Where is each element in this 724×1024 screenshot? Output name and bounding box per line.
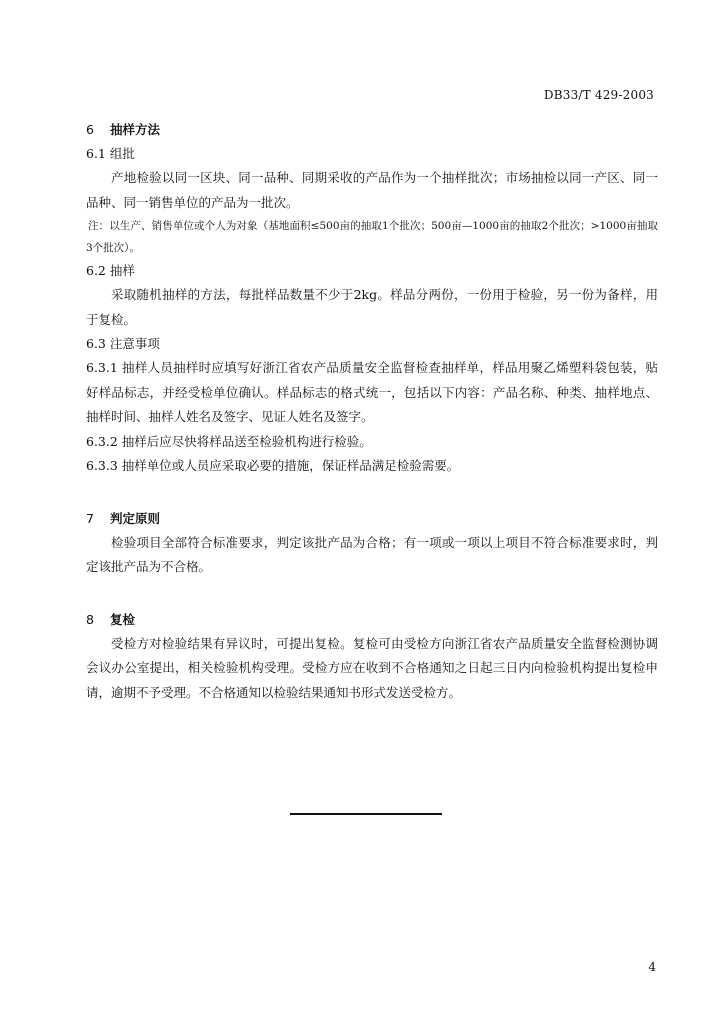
section-6-number: 6 <box>86 122 94 137</box>
section-8-number: 8 <box>86 611 94 627</box>
subsection-6-1-note: 注：以生产、销售单位或个人为对象（基地面积≤500亩的抽取1个批次；500亩—1000亩的抽取2个批次；>1000亩抽取3个批次）。 <box>86 220 658 254</box>
clause-6-3-3: 6.3.3 抽样单位或人员应采取必要的措施，保证样品满足检验需要。 <box>86 458 460 473</box>
subsection-6-3-title: 6.3 注意事项 <box>86 336 160 351</box>
subsection-6-2-paragraph: 采取随机抽样的方法，每批样品数量不少于2kg。样品分两份，一份用于检验，另一份为备样，用于复检。 <box>86 287 658 327</box>
page-number: 4 <box>648 960 656 974</box>
section-8-title: 复检 <box>110 611 136 627</box>
section-7-paragraph: 检验项目全部符合标准要求，判定该批产品为合格；有一项或一项以上项目不符合标准要求时，判定该批产品为不合格。 <box>86 534 658 574</box>
subsection-6-1-paragraph: 产地检验以同一区块、同一品种、同期采收的产品作为一个抽样批次；市场抽检以同一产区、同一品种、同一销售单位的产品为一批次。 <box>86 170 658 210</box>
clause-6-3-1: 6.3.1 抽样人员抽样时应填写好浙江省农产品质量安全监督检查抽样单，样品用聚乙烯塑料袋包装，贴好样品标志，并经受检单位确认。样品标志的格式统一，包括以下内容：产品名称、种类、抽样地点、抽样时间、抽样人姓名及签字、见证人姓名及签字。 <box>86 360 658 424</box>
section-7-title: 判定原则 <box>110 510 161 526</box>
section-6-heading <box>86 118 658 142</box>
section-7-heading <box>86 507 658 531</box>
subsection-6-2-title: 6.2 抽样 <box>86 263 135 278</box>
end-of-document-rule <box>290 813 442 815</box>
section-8-heading <box>86 608 658 632</box>
section-8-paragraph: 受检方对检验结果有异议时，可提出复检。复检可由受检方向浙江省农产品质量安全监督检测协调会议办公室提出，相关检验机构受理。受检方应在收到不合格通知之日起三日内向检验机构提出复检申请，逾期不予受理。不合格通知以检验结果通知书形式发送受检方。 <box>86 635 658 700</box>
section-6-title: 抽样方法 <box>110 122 161 137</box>
subsection-6-1-title: 6.1 组批 <box>86 146 135 161</box>
section-7-number: 7 <box>86 510 94 526</box>
document-body <box>86 118 658 705</box>
clause-6-3-2: 6.3.2 抽样后应尽快将样品送至检验机构进行检验。 <box>86 433 372 449</box>
document-code: DB33/T 429-2003 <box>543 88 654 102</box>
